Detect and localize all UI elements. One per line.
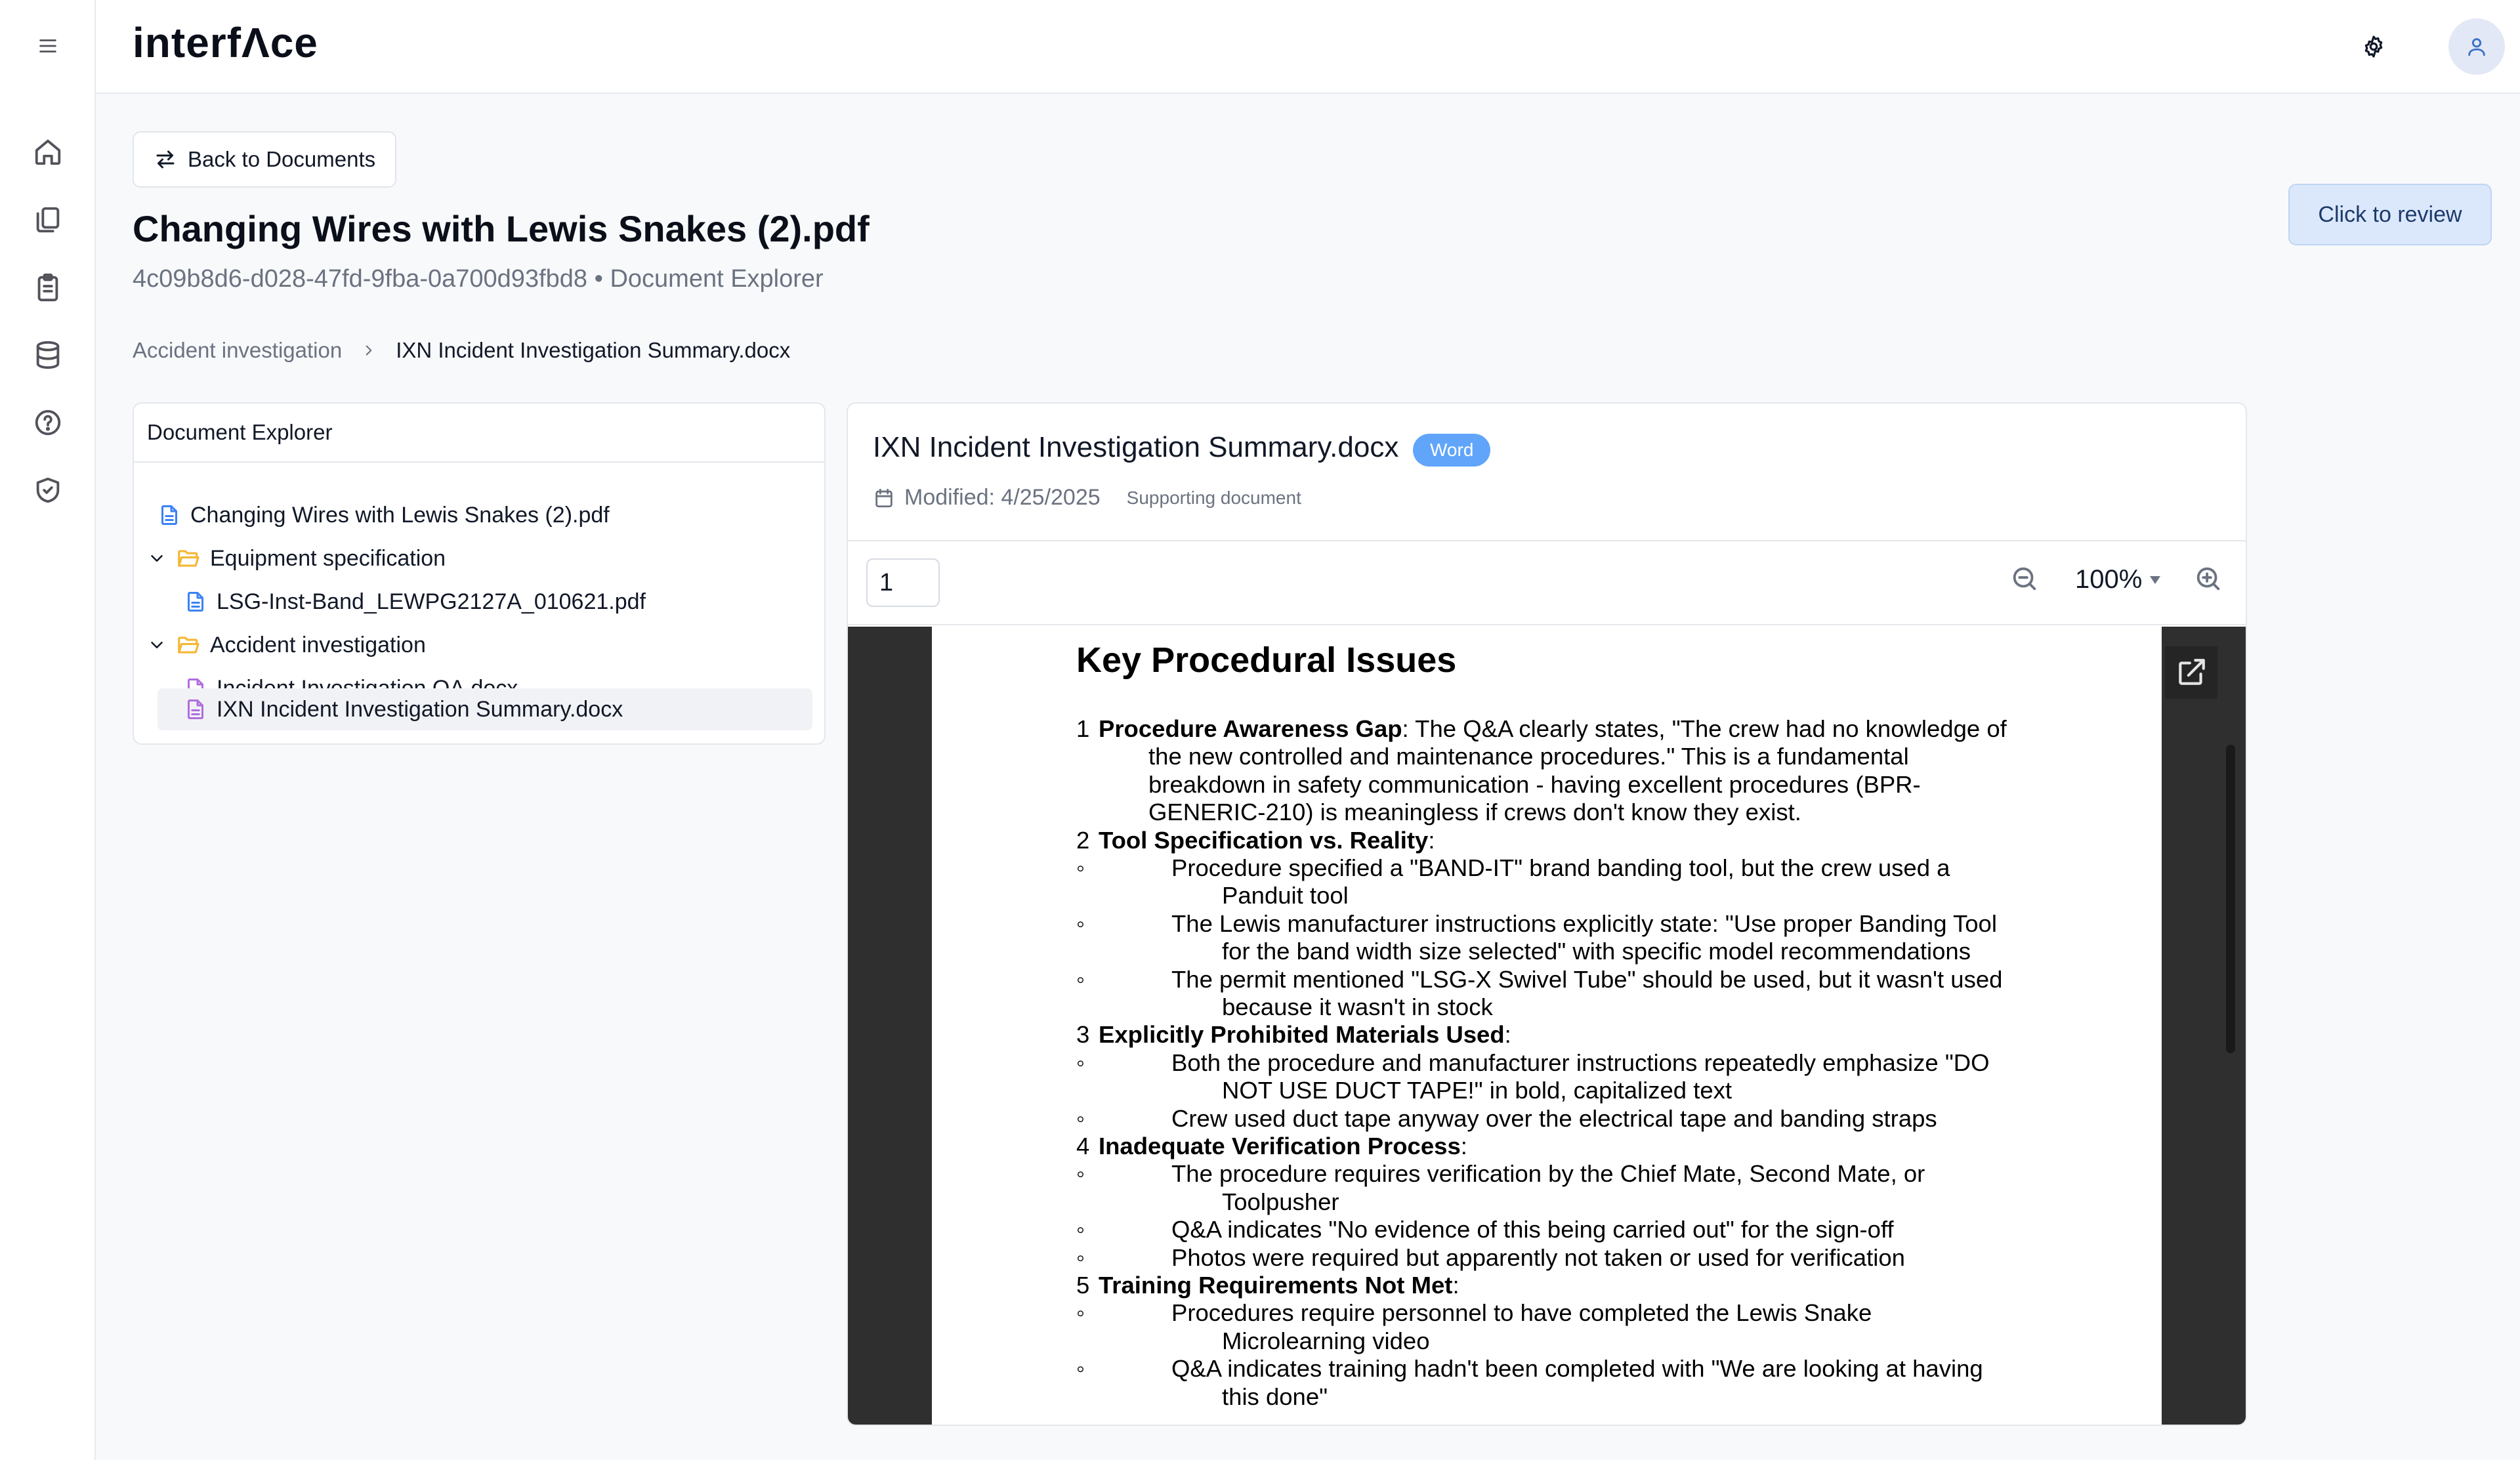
zoom-in-button[interactable] xyxy=(2193,564,2226,596)
section-number: 3 xyxy=(1076,1021,1090,1049)
tree-folder-equipment-specification[interactable] xyxy=(147,537,446,579)
menu-button[interactable] xyxy=(28,26,68,66)
section-title: Explicitly Prohibited Materials Used: xyxy=(1099,1021,1511,1049)
top-header xyxy=(96,0,2520,94)
modified-date: Modified: 4/25/2025 xyxy=(904,485,1101,510)
database-icon xyxy=(33,340,63,370)
back-button-label: Back to Documents xyxy=(188,147,376,171)
click-to-review-button[interactable]: Click to review xyxy=(2288,184,2492,245)
open-external-button[interactable] xyxy=(2165,646,2217,699)
file-icon xyxy=(158,503,181,527)
tree-folder-label: Accident investigation xyxy=(210,632,426,657)
sidebar xyxy=(0,0,96,1460)
user-icon xyxy=(2466,35,2488,58)
bullet-text: The Lewis manufacturer instructions explicitly state: "Use proper Banding Tool xyxy=(1171,909,1997,937)
explorer-title: Document Explorer xyxy=(134,404,824,463)
section-number: 5 xyxy=(1076,1272,1090,1299)
section-number: 1 xyxy=(1076,715,1090,742)
bullet-text: this done" xyxy=(1222,1383,1328,1410)
bullet-text: Panduit tool xyxy=(1222,882,1349,909)
bullet-marker: ◦ xyxy=(1076,1160,1085,1188)
section-title: Inadequate Verification Process: xyxy=(1099,1133,1467,1159)
section-number: 4 xyxy=(1076,1133,1090,1159)
viewer-title: IXN Incident Investigation Summary.docx xyxy=(873,431,1399,463)
clipboard-icon xyxy=(33,272,63,302)
tree-folder-label: Equipment specification xyxy=(210,545,446,571)
bullet-text: The procedure requires verification by the Chief Mate, Second Mate, or xyxy=(1171,1160,1925,1188)
document-explorer-panel xyxy=(133,402,826,745)
settings-button[interactable] xyxy=(2353,26,2394,67)
document-viewer xyxy=(847,402,2247,1426)
breadcrumb-current: IXN Incident Investigation Summary.docx xyxy=(396,338,791,362)
home-icon xyxy=(33,137,63,167)
zoom-out-button[interactable] xyxy=(2009,564,2042,596)
section-continuation: the new controlled and maintenance procedures." This is a fundamental xyxy=(1148,743,1909,770)
bullet-text: Q&A indicates "No evidence of this being carried out" for the sign-off xyxy=(1171,1216,1894,1243)
document-page xyxy=(932,627,2162,1426)
bullet-text: Q&A indicates training hadn't been completed with "We are looking at having xyxy=(1171,1355,1983,1383)
breadcrumb xyxy=(133,336,790,365)
zoom-value: 100% xyxy=(2075,565,2143,594)
bullet-text: Photos were required but apparently not taken or used for verification xyxy=(1171,1243,1905,1271)
chevron-right-icon xyxy=(360,342,377,359)
page-title: Changing Wires with Lewis Snakes (2).pdf xyxy=(133,208,870,249)
bullet-text: Procedures require personnel to have completed the Lewis Snake xyxy=(1171,1299,1872,1327)
document-canvas[interactable] xyxy=(848,627,2246,1426)
nav-home[interactable] xyxy=(28,133,68,172)
page-subtitle: 4c09b8d6-d028-47fd-9fba-0a700d93fbd8 • Document Explorer xyxy=(133,265,824,293)
nav-tasks[interactable] xyxy=(28,268,68,307)
viewer-meta xyxy=(873,485,1301,511)
tree-item-label: Changing Wires with Lewis Snakes (2).pdf xyxy=(190,502,610,528)
section-title: Procedure Awareness Gap: The Q&A clearly states, "The crew had no knowledge of xyxy=(1099,715,2007,742)
chevron-down-icon xyxy=(147,549,167,568)
tree-item-label: LSG-Inst-Band_LEWPG2127A_010621.pdf xyxy=(217,589,646,614)
tree-item-lsg-inst-band[interactable] xyxy=(184,581,646,623)
gear-icon xyxy=(2361,34,2386,59)
tree-folder-accident-investigation[interactable] xyxy=(147,624,426,666)
bullet-marker: ◦ xyxy=(1076,1299,1085,1327)
folder-open-icon xyxy=(176,633,201,657)
bullet-marker: ◦ xyxy=(1076,965,1085,993)
external-link-icon xyxy=(2175,656,2208,689)
tree-item-label: IXN Incident Investigation Summary.docx xyxy=(217,696,623,722)
section-title: Training Requirements Not Met: xyxy=(1099,1272,1460,1299)
bullet-marker: ◦ xyxy=(1076,1104,1085,1132)
scrollbar-thumb[interactable] xyxy=(2226,745,2235,1053)
file-icon xyxy=(184,698,207,721)
viewer-header xyxy=(848,404,2246,541)
zoom-in-icon xyxy=(2193,564,2223,594)
nav-help[interactable] xyxy=(28,403,68,442)
bullet-text: NOT USE DUCT TAPE!" in bold, capitalized text xyxy=(1222,1077,1732,1104)
nav-documents[interactable] xyxy=(28,200,68,240)
chevron-down-icon xyxy=(147,635,167,655)
app-logo[interactable]: interfΛce xyxy=(133,19,318,66)
bullet-text: for the band width size selected" with specific model recommendations xyxy=(1222,938,1971,965)
bullet-marker: ◦ xyxy=(1076,854,1085,881)
zoom-select[interactable] xyxy=(2075,565,2162,594)
viewer-toolbar xyxy=(848,543,2246,625)
help-icon xyxy=(33,407,63,438)
bullet-marker: ◦ xyxy=(1076,1243,1085,1271)
bullet-marker: ◦ xyxy=(1076,1049,1085,1076)
menu-icon xyxy=(37,35,59,57)
bullet-marker: ◦ xyxy=(1076,1355,1085,1383)
file-type-badge: Word xyxy=(1413,434,1490,467)
page-number-input[interactable] xyxy=(866,558,940,607)
back-to-documents-button[interactable] xyxy=(133,131,396,188)
bullet-text: Crew used duct tape anyway over the electrical tape and banding straps xyxy=(1171,1104,1937,1132)
bullet-marker: ◦ xyxy=(1076,909,1085,937)
shield-check-icon xyxy=(33,475,63,505)
section-continuation: breakdown in safety communication - having excellent procedures (BPR- xyxy=(1148,770,1921,798)
tree-item-root-file[interactable] xyxy=(158,494,610,536)
documents-icon xyxy=(33,205,63,235)
breadcrumb-parent[interactable]: Accident investigation xyxy=(133,338,343,362)
bullet-text: Both the procedure and manufacturer instructions repeatedly emphasize "DO xyxy=(1171,1049,1990,1076)
bullet-text: The permit mentioned "LSG-X Swivel Tube" should be used, but it wasn't used xyxy=(1171,965,2003,993)
bullet-text: because it wasn't in stock xyxy=(1222,993,1493,1020)
user-avatar[interactable] xyxy=(2448,18,2505,75)
section-title: Tool Specification vs. Reality: xyxy=(1099,826,1435,854)
zoom-out-icon xyxy=(2009,564,2040,594)
tree-item-ixn-summary-selected[interactable] xyxy=(158,688,812,730)
nav-data[interactable] xyxy=(28,335,68,375)
caret-down-icon xyxy=(2149,574,2162,587)
calendar-icon xyxy=(873,487,895,509)
nav-security[interactable] xyxy=(28,470,68,510)
section-number: 2 xyxy=(1076,826,1090,854)
swap-arrows-icon xyxy=(154,148,177,171)
bullet-text: Procedure specified a "BAND-IT" brand banding tool, but the crew used a xyxy=(1171,854,1950,881)
doc-heading: Key Procedural Issues xyxy=(1076,640,1457,680)
bullet-text: Toolpusher xyxy=(1222,1188,1339,1215)
file-icon xyxy=(184,590,207,614)
section-continuation: GENERIC-210) is meaningless if crews don't know they exist. xyxy=(1148,799,1801,826)
folder-open-icon xyxy=(176,546,201,571)
document-role-tag: Supporting document xyxy=(1126,487,1301,508)
bullet-marker: ◦ xyxy=(1076,1216,1085,1243)
bullet-text: Microlearning video xyxy=(1222,1327,1430,1354)
